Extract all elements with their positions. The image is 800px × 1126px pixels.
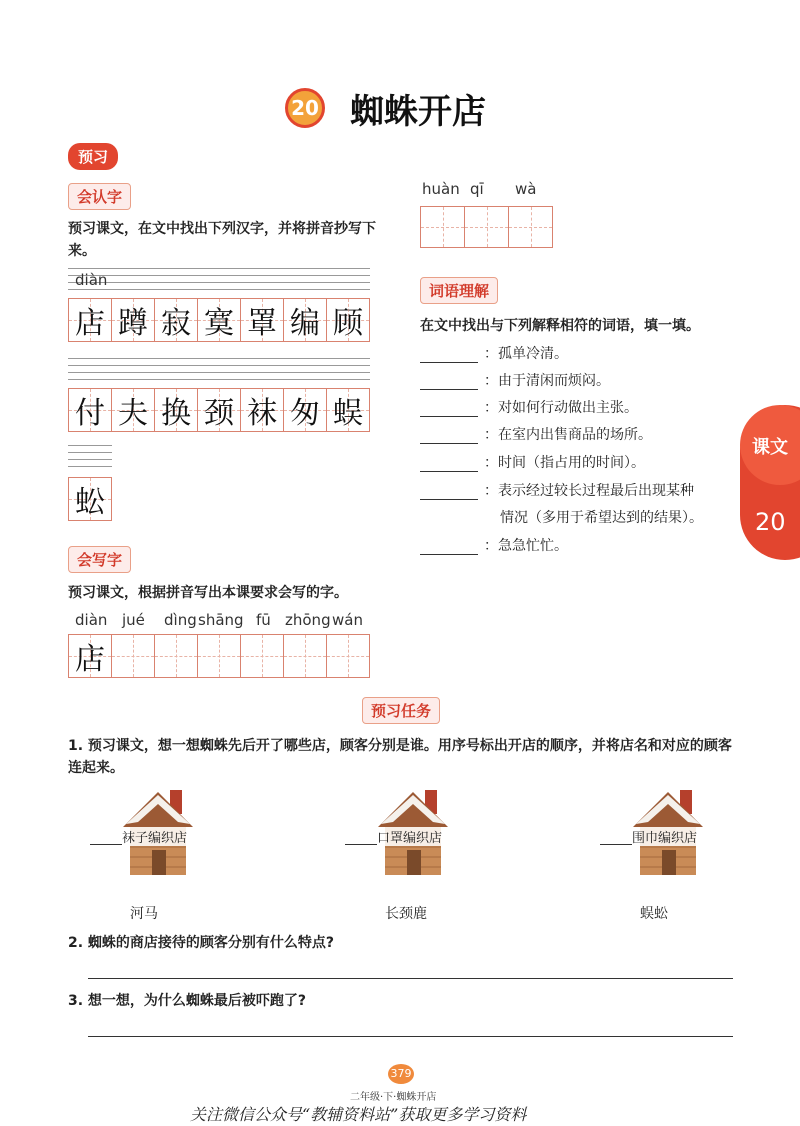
vocab-item (420, 370, 610, 390)
vocab-item (420, 480, 694, 500)
vocab-blank[interactable] (420, 498, 478, 500)
char-cell (111, 298, 155, 342)
vocab-definition: ：时间（指占用的时间）。 (484, 455, 645, 471)
recognize-instruction: 预习课文，在文中找出下列汉字，并将拼音抄写下来。 (68, 221, 376, 259)
write-pinyin: wán (332, 611, 363, 629)
vocab-item (420, 424, 652, 444)
vocab-item (420, 535, 568, 555)
vocab-blank[interactable] (420, 442, 478, 444)
grid-char: 寂 (161, 306, 191, 341)
task-3: 3. 想一想，为什么蜘蛛最后被吓跑了? (68, 993, 307, 1009)
vocab-definition: ：急急忙忙。 (484, 538, 568, 554)
vocab-definition: ：孤单冷清。 (484, 346, 568, 362)
vocab-instruction: 在文中找出与下列解释相符的词语，填一填。 (420, 318, 700, 334)
right-cell[interactable] (508, 206, 553, 248)
grid-char: 蜈 (333, 396, 363, 431)
grid-char: 颈 (204, 396, 234, 431)
page-number-badge (388, 1064, 414, 1084)
side-tab-label: 课文 (752, 437, 788, 458)
vocab-definition: ：在室内出售商品的场所。 (484, 427, 652, 443)
write-pinyin: fū (256, 611, 271, 629)
vocab-tag: 词语理解 (420, 277, 498, 304)
char-cell (154, 388, 198, 432)
grid-char: 罩 (247, 306, 277, 341)
write-cell[interactable] (283, 634, 327, 678)
char-cell (283, 388, 327, 432)
footer-promo: 关注微信公众号“教辅资料站”获取更多学习资料 (190, 1105, 527, 1124)
grid-char: 夫 (118, 396, 148, 431)
shop-name: 围巾编织店 (632, 827, 697, 846)
vocab-blank[interactable] (420, 415, 478, 417)
pinyin-lines-1 (68, 268, 370, 290)
grid-char: 袜 (247, 396, 277, 431)
shop-name: 袜子编织店 (122, 827, 187, 846)
footer-subtitle: 二年级·下·蜘蛛开店 (350, 1092, 437, 1103)
char-cell (283, 298, 327, 342)
grid-char: 顾 (333, 306, 363, 341)
char-cell (240, 388, 284, 432)
vocab-blank[interactable] (420, 470, 478, 472)
task-2: 2. 蜘蛛的商店接待的顾客分别有什么特点? (68, 935, 335, 951)
vocab-definition: ：表示经过较长过程最后出现某种 (484, 483, 694, 499)
vocab-item (420, 452, 645, 472)
grid-char: 编 (290, 306, 320, 341)
vocab-definition: ：对如何行动做出主张。 (484, 400, 638, 416)
shop-order-blank[interactable] (345, 844, 377, 845)
write-cell[interactable] (154, 634, 198, 678)
task-1: 1. 预习课文，想一想蜘蛛先后开了哪些店，顾客分别是谁。用序号标出开店的顺序，并将店名和对应的顾客连起来。 (68, 738, 732, 776)
write-cell[interactable] (197, 634, 241, 678)
grid-char: 换 (161, 396, 191, 431)
grid-char: 蚣 (75, 485, 105, 520)
write-pinyin: dìng (164, 611, 197, 629)
char-cell (326, 298, 370, 342)
grid-char: 店 (75, 306, 105, 341)
pinyin-lines-3 (68, 445, 112, 467)
right-pinyin: qī (470, 180, 484, 198)
shop-order-blank[interactable] (600, 844, 632, 845)
tasks-tag: 预习任务 (362, 697, 440, 724)
page-number: 379 (390, 1067, 412, 1080)
vocab-item-continuation: 情况（多用于希望达到的结果）。 (500, 510, 703, 526)
right-pinyin: huàn (422, 180, 460, 198)
grid-char: 寞 (204, 306, 234, 341)
write-pinyin: diàn (75, 611, 108, 629)
lesson-number-badge (285, 88, 325, 128)
vocab-definition: ：由于清闲而烦闷。 (484, 373, 610, 389)
write-pinyin: jué (122, 611, 145, 629)
char-cell (68, 298, 112, 342)
write-tag: 会写字 (68, 546, 131, 573)
customer-name: 长颈鹿 (385, 906, 427, 922)
char-cell (154, 298, 198, 342)
shop-name: 口罩编织店 (377, 827, 442, 846)
right-cell[interactable] (464, 206, 509, 248)
answer-line-2[interactable] (88, 978, 733, 979)
grid-char: 店 (75, 642, 105, 677)
char-cell (197, 298, 241, 342)
grid-char: 匆 (290, 396, 320, 431)
vocab-item (420, 397, 638, 417)
char-cell (326, 388, 370, 432)
customer-name: 蜈蚣 (640, 906, 668, 922)
lesson-number: 20 (291, 96, 319, 120)
customer-name: 河马 (130, 906, 158, 922)
grid-char: 蹲 (118, 306, 148, 341)
char-cell (68, 477, 112, 521)
char-cell (240, 298, 284, 342)
write-cell[interactable] (111, 634, 155, 678)
page-title: 蜘蛛开店 (350, 92, 486, 132)
write-cell[interactable] (326, 634, 370, 678)
right-cell[interactable] (420, 206, 465, 248)
pinyin-lines-2 (68, 358, 370, 380)
write-cell (68, 634, 112, 678)
right-pinyin: wà (515, 180, 537, 198)
vocab-blank[interactable] (420, 553, 478, 555)
char-cell (197, 388, 241, 432)
char-cell (111, 388, 155, 432)
write-pinyin: zhōng (285, 611, 331, 629)
shop-order-blank[interactable] (90, 844, 122, 845)
grid-char: 付 (75, 396, 105, 431)
write-instruction: 预习课文，根据拼音写出本课要求会写的字。 (68, 585, 348, 601)
side-tab-number: 20 (755, 508, 786, 536)
char-cell (68, 388, 112, 432)
recognize-tag: 会认字 (68, 183, 131, 210)
answer-line-3[interactable] (88, 1036, 733, 1037)
write-pinyin: shāng (198, 611, 244, 629)
preview-badge: 预习 (68, 143, 118, 170)
vocab-item (420, 343, 568, 363)
vocab-blank[interactable] (420, 388, 478, 390)
example-pinyin: diàn (75, 271, 108, 289)
write-cell[interactable] (240, 634, 284, 678)
vocab-blank[interactable] (420, 361, 478, 363)
